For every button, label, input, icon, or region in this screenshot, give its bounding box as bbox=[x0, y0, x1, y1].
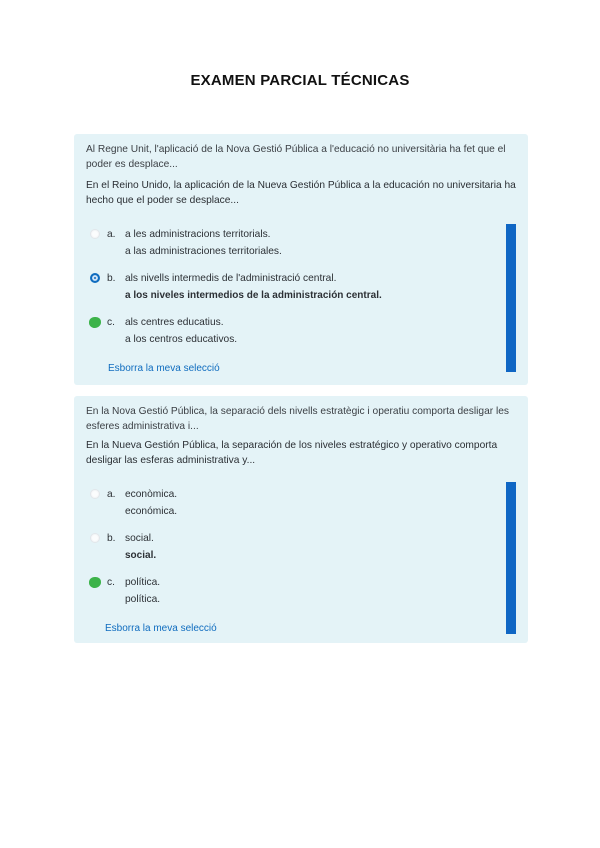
answer-text: social. bbox=[125, 532, 154, 544]
answer-letter: c. bbox=[107, 576, 115, 588]
question-card-2 bbox=[74, 396, 528, 643]
answer-text: a les administracions territorials. bbox=[125, 228, 271, 240]
scrollbar[interactable] bbox=[506, 482, 516, 634]
clear-selection-link[interactable]: Esborra la meva selecció bbox=[108, 363, 220, 374]
answer-text: als nivells intermedis de l'administració central. bbox=[125, 272, 337, 284]
radio-button-selected[interactable] bbox=[90, 273, 100, 283]
answer-letter: a. bbox=[107, 488, 116, 500]
answer-letter: a. bbox=[107, 228, 116, 240]
clear-selection-link[interactable]: Esborra la meva selecció bbox=[105, 623, 217, 634]
question-translation: En la Nueva Gestión Pública, la separación de los niveles estratégico y operativo comporta desligar las esferas administrativa y... bbox=[86, 440, 498, 466]
radio-button[interactable] bbox=[90, 489, 100, 499]
correct-marker-icon bbox=[89, 317, 101, 328]
question-text: Al Regne Unit, l'aplicació de la Nova Gestió Pública a l'educació no universitària ha fet que el poder es desplace... bbox=[86, 144, 506, 170]
radio-button[interactable] bbox=[90, 229, 100, 239]
answer-option-c[interactable] bbox=[86, 314, 516, 358]
answer-translation: económica. bbox=[125, 506, 178, 517]
answer-option-b[interactable] bbox=[86, 530, 516, 574]
answer-text: als centres educatius. bbox=[125, 316, 224, 328]
answer-text: econòmica. bbox=[125, 488, 178, 500]
answer-list bbox=[86, 226, 516, 358]
question-translation: En el Reino Unido, la aplicación de la Nueva Gestión Pública a la educación no universitaria ha hecho que el poder se desplace... bbox=[86, 180, 516, 206]
scrollbar[interactable] bbox=[506, 224, 516, 372]
answer-translation: social. bbox=[125, 550, 157, 561]
answer-option-a[interactable] bbox=[86, 486, 516, 530]
radio-button[interactable] bbox=[90, 533, 100, 543]
answer-option-c[interactable] bbox=[86, 574, 516, 618]
answer-option-b[interactable] bbox=[86, 270, 516, 314]
answer-option-a[interactable] bbox=[86, 226, 516, 270]
answer-text: política. bbox=[125, 576, 161, 588]
answer-translation: a los centros educativos. bbox=[125, 334, 238, 345]
answer-translation: política. bbox=[125, 594, 161, 605]
answer-letter: c. bbox=[107, 316, 115, 328]
answer-list bbox=[86, 486, 516, 618]
page-title: EXAMEN PARCIAL TÉCNICAS bbox=[190, 72, 410, 89]
correct-marker-icon bbox=[89, 577, 101, 588]
answer-letter: b. bbox=[107, 272, 116, 284]
answer-translation: a las administraciones territoriales. bbox=[125, 246, 282, 257]
question-text: En la Nova Gestió Pública, la separació dels nivells estratègic i operatiu comporta desligar les esferes administrativa i... bbox=[86, 406, 509, 432]
question-card-1 bbox=[74, 134, 528, 385]
answer-letter: b. bbox=[107, 532, 116, 544]
answer-translation: a los niveles intermedios de la administración central. bbox=[125, 290, 382, 301]
